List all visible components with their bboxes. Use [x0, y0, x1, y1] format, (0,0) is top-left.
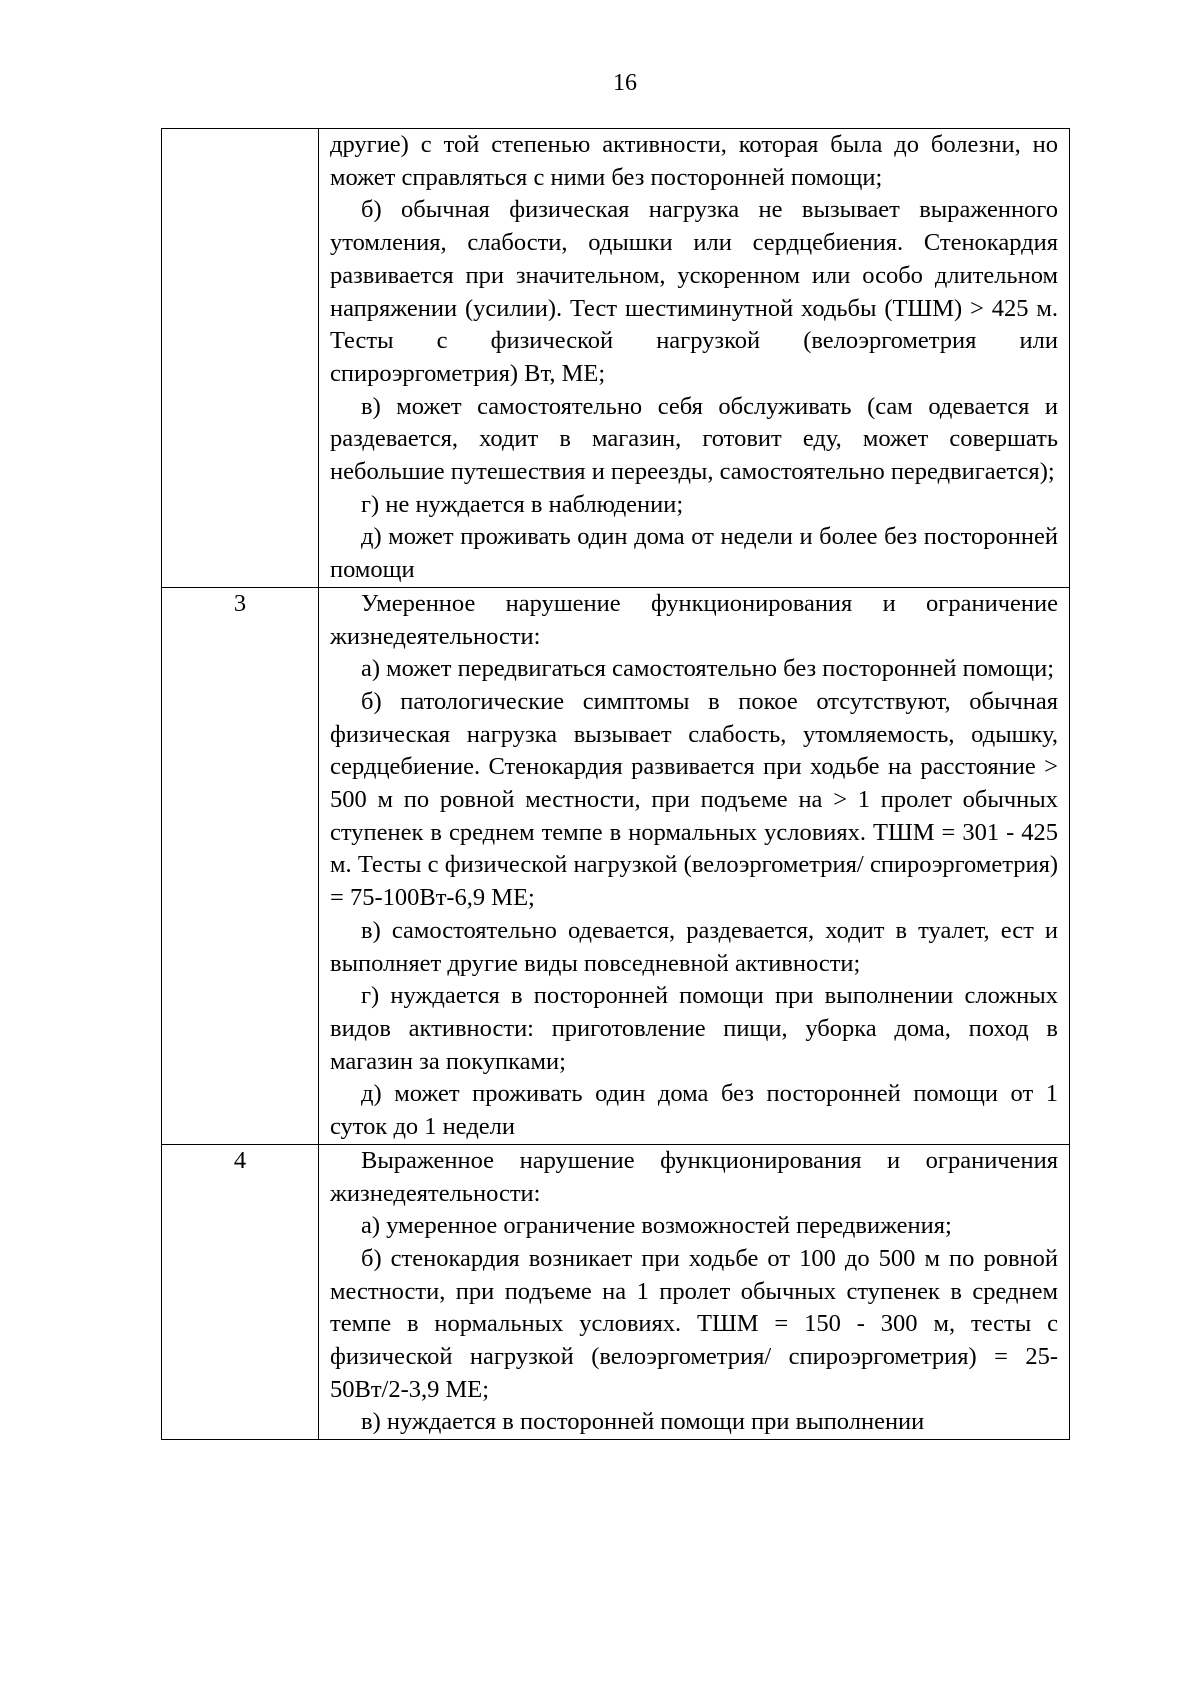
row-description-cell [319, 1144, 1070, 1439]
paragraph: б) патологические симптомы в покое отсутствуют, обычная физическая нагрузка вызывает слабость, утомляемость, одышку, сердцебиение. Стенокардия развивается при ходьбе на расстояние > 500 м по ровной местности, при подъеме на > 1 пролет обычных ступенек в среднем темпе в нормальных условиях. ТШМ = 301 - 425 м. Тесты с физической нагрузкой (велоэргометрия/ спироэргометрия) = 75-100Вт-6,9 МЕ; [330, 687, 1058, 912]
row-description-cell [319, 587, 1070, 1144]
paragraph: в) может самостоятельно себя обслуживать (сам одевается и раздевается, ходит в магазин, готовит еду, может совершать небольшие путешествия и переезды, самостоятельно передвигается); [330, 392, 1058, 486]
paragraph: в) самостоятельно одевается, раздевается, ходит в туалет, ест и выполняет другие виды повседневной активности; [330, 916, 1058, 977]
paragraph: другие) с той степенью активности, которая была до болезни, но может справляться с ними без посторонней помощи; [330, 131, 1058, 191]
paragraph: а) может передвигаться самостоятельно без посторонней помощи; [361, 655, 1055, 683]
row-number-cell: 4 [162, 1144, 319, 1439]
row-number-cell [162, 129, 319, 588]
paragraph: б) стенокардия возникает при ходьбе от 100 до 500 м по ровной местности, при подъеме на 1 пролет обычных ступенек в среднем темпе в нормальных условиях. ТШМ = 150 - 300 м, тесты с физической нагрузкой (велоэргометрия/ спироэргометрия) = 25-50Вт/2-3,9 МЕ; [330, 1244, 1058, 1403]
paragraph: д) может проживать один дома от недели и более без посторонней помощи [330, 523, 1058, 584]
page-number: 16 [613, 70, 637, 96]
table-row [162, 129, 1070, 588]
paragraph: а) умеренное ограничение возможностей передвижения; [361, 1212, 952, 1240]
table-row [162, 587, 1070, 1144]
document-table [161, 128, 1070, 1440]
row-number-cell: 3 [162, 587, 319, 1144]
paragraph: Умеренное нарушение функционирования и ограничение жизнедеятельности: [330, 589, 1058, 650]
paragraph: г) не нуждается в наблюдении; [361, 490, 684, 518]
paragraph: Выраженное нарушение функционирования и ограничения жизнедеятельности: [330, 1146, 1058, 1207]
table-row [162, 1144, 1070, 1439]
paragraph: в) нуждается в посторонней помощи при выполнении [361, 1408, 925, 1436]
paragraph: д) может проживать один дома без посторонней помощи от 1 суток до 1 недели [330, 1080, 1058, 1141]
paragraph: б) обычная физическая нагрузка не вызывает выраженного утомления, слабости, одышки или сердцебиения. Стенокардия развивается при значительном, ускоренном или особо длительном напряжении (усилии). Тест шестиминутной ходьбы (ТШМ) > 425 м. Тесты с физической нагрузкой (велоэргометрия или спироэргометрия) Вт, МЕ; [330, 196, 1058, 387]
paragraph: г) нуждается в посторонней помощи при выполнении сложных видов активности: приготовление пищи, уборка дома, поход в магазин за покупками; [330, 982, 1058, 1075]
table-body [162, 129, 1070, 1440]
row-description-cell [319, 129, 1070, 588]
